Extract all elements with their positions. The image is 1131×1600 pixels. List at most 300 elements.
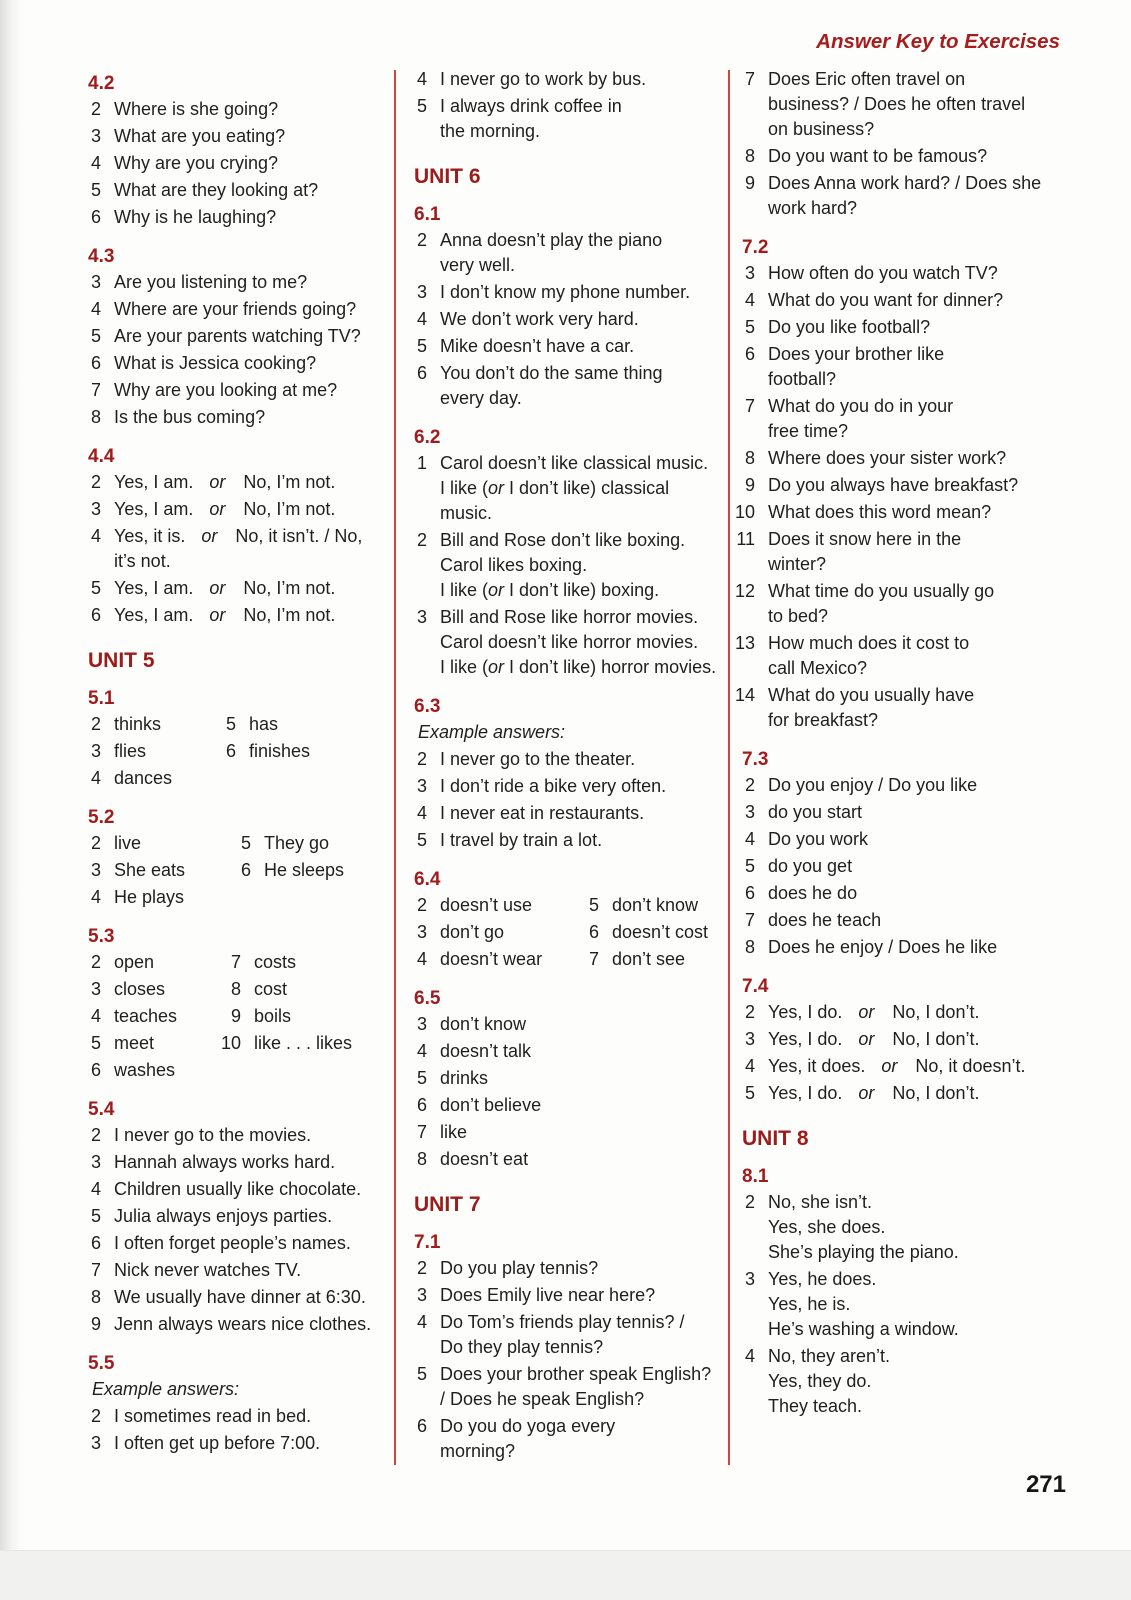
item-number: 3 (416, 607, 427, 627)
answer-line (768, 1215, 1072, 1240)
answer-line (440, 1147, 720, 1172)
answer-line (768, 394, 1072, 419)
item-number: 4 (416, 69, 427, 89)
answer-item (414, 828, 720, 855)
answer-text: cost (254, 979, 288, 999)
answer-text: How much does it cost to (768, 633, 970, 653)
answer-line (114, 576, 388, 601)
item-number: 5 (744, 317, 755, 337)
exercise-number: 6.5 (414, 988, 441, 1009)
exercise-number: 6.2 (414, 427, 441, 448)
item-number: 5 (416, 1068, 427, 1088)
answer-text: music. (440, 503, 493, 523)
answer-line (114, 405, 388, 430)
answer-text: Do you do yoga every (440, 1416, 616, 1436)
answer-line (768, 1240, 1072, 1265)
answer-line (440, 747, 720, 772)
answer-line (768, 92, 1072, 117)
answer-text: Does Anna work hard? / Does she (768, 173, 1042, 193)
answer-text: Mike doesn’t have a car. (440, 336, 635, 356)
answer-text: Are your parents watching TV? (114, 326, 361, 346)
item-number: 8 (744, 937, 755, 957)
example-answers-note: Example answers: (418, 722, 566, 742)
answer-line (254, 1004, 291, 1029)
answer-text: Do Tom’s friends play tennis? / (440, 1312, 685, 1332)
item-number: 4 (744, 1346, 755, 1366)
answer-line (768, 500, 1072, 525)
answer-text: Bill and Rose don’t like boxing. (440, 530, 686, 550)
answer-line (114, 950, 228, 975)
answer-text: Where are your friends going? (114, 299, 357, 319)
item-number: 4 (90, 1179, 101, 1199)
answer-line (768, 579, 1072, 604)
answer-text: No, I’m not. (243, 472, 336, 492)
item-number: 9 (744, 475, 755, 495)
answer-line (114, 378, 388, 403)
or-separator: or (209, 578, 226, 598)
answer-text: What do you do in your (768, 396, 954, 416)
exercise-number: 6.1 (414, 204, 441, 225)
answer-text: Yes, it is. (114, 526, 186, 546)
answer-text: He plays (114, 887, 185, 907)
answer-line (440, 578, 720, 603)
answer-line (440, 1012, 720, 1037)
answer-text: Bill and Rose like horror movies. (440, 607, 699, 627)
answer-line (440, 1335, 720, 1360)
answer-item (414, 605, 720, 682)
exercise-number: 4.4 (88, 446, 115, 467)
answer-item (742, 144, 1072, 171)
answer-text: Do you work (768, 829, 869, 849)
answer-text: work hard? (768, 198, 858, 218)
item-number: 8 (416, 1149, 427, 1169)
answer-text: has (249, 714, 279, 734)
answer-text: No, I’m not. (243, 578, 336, 598)
answer-text: don’t believe (440, 1095, 542, 1115)
answer-item (414, 1362, 720, 1414)
answer-text: flies (114, 741, 147, 761)
answer-text: football? (768, 369, 837, 389)
item-number: 6 (588, 922, 599, 942)
answer-text: live (114, 833, 142, 853)
answer-text: Julia always enjoys parties. (114, 1206, 333, 1226)
item-number: 5 (416, 336, 427, 356)
item-number: 4 (416, 1312, 427, 1332)
answer-line (768, 288, 1072, 313)
answer-line (768, 367, 1072, 392)
answer-text: to bed? (768, 606, 829, 626)
answer-item (734, 579, 1072, 631)
answer-line (114, 885, 238, 910)
answer-line (440, 307, 720, 332)
answer-text: on business? (768, 119, 875, 139)
answer-pair-row (88, 831, 388, 858)
item-number: 4 (90, 887, 101, 907)
item-number: 7 (744, 910, 755, 930)
item-number: 2 (744, 775, 755, 795)
answer-line (114, 1204, 388, 1229)
answer-text: He sleeps (264, 860, 345, 880)
answer-line (440, 553, 720, 578)
item-number: 9 (744, 173, 755, 193)
item-number: 4 (90, 768, 101, 788)
exercise-number: 5.2 (88, 807, 115, 828)
answer-item (742, 261, 1072, 288)
answer-item (414, 920, 586, 947)
answer-pair-row (88, 977, 388, 1004)
answer-line (612, 893, 698, 918)
answer-line (114, 151, 388, 176)
answer-item (88, 1058, 228, 1085)
answer-text: very well. (440, 255, 516, 275)
answer-text: I never eat in restaurants. (440, 803, 645, 823)
answer-item (414, 361, 720, 413)
answer-text: Carol doesn’t like horror movies. (440, 632, 699, 652)
answer-item (88, 324, 388, 351)
answer-text: morning? (440, 1441, 516, 1461)
item-number: 5 (90, 1206, 101, 1226)
answer-line (249, 712, 278, 737)
answer-text: Nick never watches TV. (114, 1260, 302, 1280)
answer-text: does he teach (768, 910, 882, 930)
answer-line (114, 124, 388, 149)
item-number: 2 (744, 1002, 755, 1022)
italic-word: or (488, 657, 505, 677)
item-number: 12 (734, 581, 755, 601)
answer-text: I often forget people’s names. (114, 1233, 351, 1253)
answer-text: No, she isn’t. (768, 1192, 873, 1212)
answer-line (114, 470, 388, 495)
answer-text: free time? (768, 421, 849, 441)
answer-line (114, 1404, 388, 1429)
answer-text: meet (114, 1033, 155, 1053)
answer-item (414, 1039, 720, 1066)
answer-text: I never go to the theater. (440, 749, 636, 769)
answer-text: No, I don’t. (892, 1083, 980, 1103)
answer-text: No, it isn’t. / No, (235, 526, 363, 546)
item-number: 3 (416, 776, 427, 796)
answer-line (114, 1031, 228, 1056)
item-number: 2 (90, 472, 101, 492)
item-number: 6 (90, 1233, 101, 1253)
answer-item (228, 950, 296, 977)
item-number: 4 (744, 829, 755, 849)
answer-line (440, 386, 720, 411)
answer-text: Do you want to be famous? (768, 146, 988, 166)
item-number: 8 (90, 1287, 101, 1307)
answer-line (114, 1285, 388, 1310)
answer-item (88, 712, 223, 739)
answer-item (742, 1027, 1072, 1054)
answer-text: She’s playing the piano. (768, 1242, 959, 1262)
answer-item (88, 831, 238, 858)
answer-item (88, 1258, 388, 1285)
answer-line (768, 261, 1072, 286)
item-number: 5 (744, 1083, 755, 1103)
answer-line (114, 524, 388, 549)
answer-line (768, 473, 1072, 498)
answer-item (88, 739, 223, 766)
item-number: 3 (744, 263, 755, 283)
answer-line (114, 603, 388, 628)
answer-text: Yes, I am. (114, 499, 194, 519)
item-number: 6 (90, 207, 101, 227)
answer-text: Does Eric often travel on (768, 69, 966, 89)
answer-line (768, 171, 1072, 196)
answer-line (254, 950, 296, 975)
item-number: 5 (416, 830, 427, 850)
item-number: 14 (734, 685, 755, 705)
answer-line (114, 97, 388, 122)
answer-text: Why are you crying? (114, 153, 279, 173)
answer-text: Is the bus coming? (114, 407, 266, 427)
answer-text: What are they looking at? (114, 180, 319, 200)
answer-text: I travel by train a lot. (440, 830, 603, 850)
item-number: 2 (744, 1192, 755, 1212)
answer-line (768, 446, 1072, 471)
answer-text: I never go to the movies. (114, 1125, 312, 1145)
item-number: 5 (240, 833, 251, 853)
item-number: 3 (90, 272, 101, 292)
answer-pair-row (88, 1058, 388, 1085)
answer-item (88, 124, 388, 151)
answer-line (768, 196, 1072, 221)
item-number: 2 (416, 530, 427, 550)
answer-line (768, 631, 1072, 656)
answer-item (228, 977, 287, 1004)
answer-text: thinks (114, 714, 162, 734)
item-number: 5 (90, 578, 101, 598)
answer-line (440, 1283, 720, 1308)
answer-text: What is Jessica cooking? (114, 353, 317, 373)
answer-pair-row (88, 858, 388, 885)
answer-item (88, 178, 388, 205)
answer-text: No, they aren’t. (768, 1346, 891, 1366)
answer-line (768, 144, 1072, 169)
answer-item (88, 378, 388, 405)
item-number: 4 (416, 949, 427, 969)
answer-item (88, 1004, 228, 1031)
answer-text: He’s washing a window. (768, 1319, 959, 1339)
answer-text: What do you usually have (768, 685, 975, 705)
answer-line (440, 361, 720, 386)
answer-item (414, 280, 720, 307)
answer-item (88, 524, 388, 576)
exercise-number: 7.1 (414, 1232, 441, 1253)
item-number: 5 (90, 180, 101, 200)
answer-line (768, 1317, 1072, 1342)
item-number: 4 (90, 526, 101, 546)
answer-text: the morning. (440, 121, 541, 141)
answer-text: Yes, he is. (768, 1294, 851, 1314)
answer-text: Yes, I am. (114, 578, 194, 598)
item-number: 8 (90, 407, 101, 427)
item-number: 10 (220, 1033, 241, 1053)
answer-line (440, 605, 720, 630)
item-number: 3 (416, 282, 427, 302)
answer-item (742, 773, 1072, 800)
answer-line (440, 1093, 720, 1118)
answer-text: finishes (249, 741, 311, 761)
answer-line (768, 908, 1072, 933)
exercise-number: 4.2 (88, 73, 115, 94)
answer-text: They go (264, 833, 330, 853)
answer-item (88, 1431, 388, 1458)
answer-text: doesn’t use (440, 895, 533, 915)
answer-line (768, 604, 1072, 629)
item-number: 2 (90, 99, 101, 119)
answer-line (114, 1431, 388, 1456)
item-number: 3 (90, 126, 101, 146)
answer-line (440, 655, 720, 680)
scan-bottom-margin (0, 1550, 1131, 1600)
answer-item (742, 315, 1072, 342)
or-separator: or (858, 1029, 875, 1049)
answer-line (440, 1414, 720, 1439)
answer-line (254, 1031, 352, 1056)
answer-line (768, 117, 1072, 142)
item-number: 3 (90, 499, 101, 519)
answer-line (114, 497, 388, 522)
item-number: 4 (90, 153, 101, 173)
item-number: 7 (744, 69, 755, 89)
answer-text: closes (114, 979, 166, 999)
answer-line (768, 1190, 1072, 1215)
answer-text: What time do you usually go (768, 581, 995, 601)
answer-item (742, 854, 1072, 881)
answer-line (768, 1000, 1072, 1025)
item-number: 2 (90, 1406, 101, 1426)
answer-text: I don’t ride a bike very often. (440, 776, 667, 796)
answer-item (238, 831, 329, 858)
item-number: 7 (90, 380, 101, 400)
item-number: 2 (416, 749, 427, 769)
answer-item (88, 1285, 388, 1312)
answer-item (586, 920, 708, 947)
item-number: 3 (416, 1014, 427, 1034)
item-number: 7 (230, 952, 241, 972)
answer-item (414, 1414, 720, 1466)
answer-pair-row (88, 885, 388, 912)
answer-item (88, 1404, 388, 1431)
answer-item (88, 885, 238, 912)
answer-text: Hannah always works hard. (114, 1152, 336, 1172)
answer-line (440, 1310, 720, 1335)
answer-item (742, 67, 1072, 144)
answer-line (249, 739, 310, 764)
answer-text: Yes, I do. (768, 1083, 843, 1103)
answer-text: don’t see (612, 949, 686, 969)
answer-pair-row (414, 893, 720, 920)
answer-text: Carol likes boxing. (440, 555, 588, 575)
answer-line (440, 228, 720, 253)
answer-text: I never go to work by bus. (440, 69, 647, 89)
item-number: 7 (588, 949, 599, 969)
item-number: 2 (90, 952, 101, 972)
answer-text: Yes, I am. (114, 472, 194, 492)
item-number: 3 (90, 860, 101, 880)
item-number: 6 (416, 1416, 427, 1436)
item-number: 4 (416, 309, 427, 329)
answer-line (440, 1256, 720, 1281)
answer-item (88, 950, 228, 977)
item-number: 3 (416, 1285, 427, 1305)
item-number: 2 (416, 1258, 427, 1278)
answer-item (88, 858, 238, 885)
example-answers-note: Example answers: (92, 1379, 240, 1399)
answer-item (223, 712, 278, 739)
item-number: 3 (416, 922, 427, 942)
answer-text: Do you enjoy / Do you like (768, 775, 978, 795)
exercise-number: 8.1 (742, 1166, 769, 1187)
answer-line (768, 800, 1072, 825)
or-separator: or (209, 499, 226, 519)
answer-item (742, 1000, 1072, 1027)
answer-text: Yes, she does. (768, 1217, 886, 1237)
answer-line (440, 630, 720, 655)
answer-item (742, 342, 1072, 394)
answer-line (768, 773, 1072, 798)
answer-text: does he do (768, 883, 858, 903)
answer-text: business? / Does he often travel (768, 94, 1026, 114)
answer-line (768, 1054, 1072, 1079)
item-number: 9 (230, 1006, 241, 1026)
answer-line (612, 920, 708, 945)
answer-line (114, 205, 388, 230)
answer-item (88, 977, 228, 1004)
answer-item (414, 1256, 720, 1283)
answer-pair-row (88, 739, 388, 766)
answer-text: Yes, they do. (768, 1371, 872, 1391)
answer-line (440, 893, 586, 918)
answer-line (114, 1312, 388, 1337)
item-number: 2 (90, 714, 101, 734)
answer-text: Do they play tennis? (440, 1337, 604, 1357)
unit-heading: UNIT 7 (414, 1193, 481, 1216)
answer-line (440, 94, 720, 119)
answer-item (586, 893, 698, 920)
answer-text: doesn’t wear (440, 949, 543, 969)
item-number: 5 (416, 96, 427, 116)
answer-item (736, 527, 1072, 579)
answer-text: I don’t know my phone number. (440, 282, 691, 302)
answer-text: No, I don’t. (892, 1002, 980, 1022)
item-number: 2 (90, 833, 101, 853)
answer-item (414, 1093, 720, 1120)
answer-text: Anna doesn’t play the piano (440, 230, 663, 250)
answer-line (440, 774, 720, 799)
answer-text: like (440, 1122, 468, 1142)
answer-text: I don’t like) horror movies. (504, 657, 717, 677)
answer-text: teaches (114, 1006, 178, 1026)
answer-line (768, 1344, 1072, 1369)
answer-item (414, 1283, 720, 1310)
answer-item (414, 893, 586, 920)
answer-item (88, 1231, 388, 1258)
item-number: 4 (744, 1056, 755, 1076)
page-number: 271 (1025, 1471, 1066, 1498)
answer-line (264, 831, 329, 856)
answer-item (742, 1190, 1072, 1267)
item-number: 6 (416, 363, 427, 383)
item-number: 5 (588, 895, 599, 915)
answer-line (440, 801, 720, 826)
answer-item (742, 394, 1072, 446)
answer-item (414, 1147, 720, 1174)
answer-line (768, 1292, 1072, 1317)
answer-item (88, 270, 388, 297)
answer-item (742, 800, 1072, 827)
